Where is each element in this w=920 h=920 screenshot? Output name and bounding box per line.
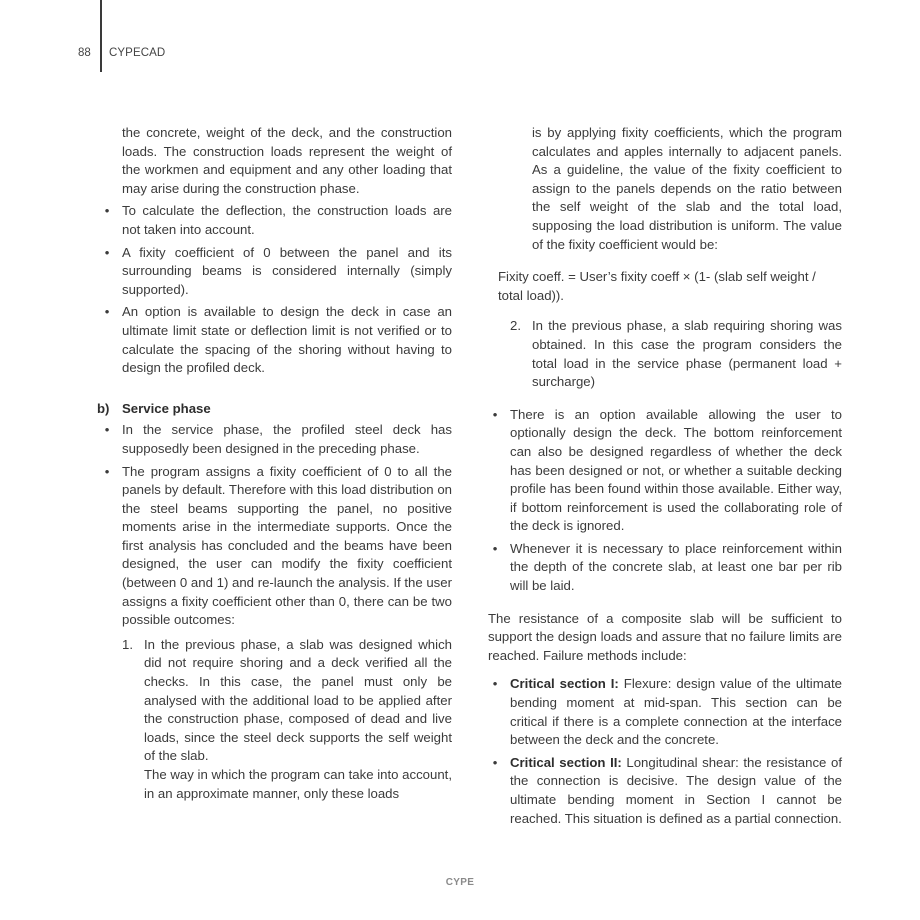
page-number: 88 — [78, 47, 91, 59]
bullet-text: A fixity coefficient of 0 between the panel and its surrounding beams is considered internally (simply supported). — [122, 244, 452, 297]
bullet-label: Critical section I: — [510, 676, 619, 692]
numbered-item-2 — [510, 317, 842, 391]
bullet-icon: • — [492, 406, 498, 422]
construction-bullet-list — [104, 202, 452, 377]
bullet-label: Critical section II: — [510, 754, 622, 770]
outcome-list-2 — [510, 317, 842, 391]
list-item — [492, 406, 842, 536]
bullet-icon: • — [104, 244, 110, 260]
running-title: CYPECAD — [109, 47, 166, 59]
bullet-icon: • — [492, 676, 498, 692]
bullet-text: The program assigns a fixity coefficient of 0 to all the panels by default. Therefore with this load distribution on the steel beams supporting the panel, no positive moments arise in the intermediate supports. Once the first analysis has concluded and the beams have been designed, the user can modify the fixity coefficient (between 0 and 1) and re-launch the analysis. If the user assigns a fixity coefficient other than 0, there can be two possible outcomes: — [122, 463, 452, 628]
list-item — [104, 463, 452, 630]
section-heading-service-phase — [97, 400, 452, 419]
fixity-formula: Fixity coeff. = User’s fixity coeff × (1- (slab self weight / total load)). — [498, 269, 816, 303]
bullet-icon: • — [104, 304, 110, 320]
bullet-text: An option is available to design the deck in case an ultimate limit state or deflection limit is not verified or to calculate the spacing of the shoring without having to design the profiled deck. — [122, 304, 452, 376]
intro-paragraph: the concrete, weight of the deck, and the construction loads. The construction loads represent the weight of the workmen and equipment and any other loading that may arise during the construction phase. — [122, 125, 452, 196]
item-number: 1. — [122, 636, 133, 652]
heading-marker: b) — [97, 400, 110, 416]
bullet-text: Whenever it is necessary to place reinforcement within the depth of the concrete slab, at least one bar per rib will be laid. — [510, 540, 842, 594]
service-bullet-list — [104, 421, 452, 630]
item-number: 2. — [510, 318, 521, 334]
outcome-continuation — [510, 124, 842, 254]
outcome-list — [122, 636, 452, 803]
footer-brand: CYPE — [445, 877, 475, 888]
numbered-item-1 — [122, 636, 452, 803]
continuation-paragraph: is by applying fixity coefficients, which the program calculates and apples internally to adjacent panels. As a guideline, the value of the fixity coefficient to assign to the panels depends on the ratio between the self weight of the slab and the total load, supposing the load distribution is uniform. The value of the fixity coefficient would be: — [532, 125, 842, 252]
list-item — [104, 303, 452, 377]
item-text: In the previous phase, a slab requiring shoring was obtained. In this case the program considers the total load in the service phase (permanent load + surcharge) — [532, 318, 842, 390]
bullet-text: There is an option available allowing the user to optionally design the deck. The bottom reinforcement can also be designed regardless of whether the deck has been designed or not, or whether a suitable decking profile has been found within those available. Either way, if bottom reinforcement is used the collaborating role of the deck is ignored. — [510, 406, 842, 534]
bullet-text: Longitudinal shear: the resistance of the connection is decisive. The design value of the ultimate bending moment in Section I cannot be reached. This situation is defined as a partial connection. — [510, 754, 842, 826]
bullet-icon: • — [492, 540, 498, 556]
list-item — [492, 754, 842, 828]
list-item — [104, 244, 452, 300]
bullet-text: Flexure: design value of the ultimate bending moment at mid-span. This section can be critical if there is a complete connection at the interface between the deck and the concrete. — [510, 676, 843, 748]
right-column — [488, 124, 843, 832]
item-text: In the previous phase, a slab was designed which did not require shoring and a deck verified all the checks. In this case, the panel must only be analysed with the additional load to be applied after the construction phase, composed of dead and live loads, since the steel deck supports the self weight of the slab. — [144, 636, 452, 764]
bullet-icon: • — [104, 422, 110, 438]
bullet-icon: • — [104, 203, 110, 219]
bullet-text: In the service phase, the profiled steel deck has supposedly been designed in the preceding phase. — [122, 422, 452, 456]
bullet-text: To calculate the deflection, the construction loads are not taken into account. — [122, 203, 452, 237]
bullet-icon: • — [492, 754, 498, 770]
heading-title: Service phase — [122, 400, 211, 416]
bullet-icon: • — [104, 463, 110, 479]
list-item — [104, 421, 452, 458]
item-continuation: The way in which the program can take into account, in an approximate manner, only these loads — [144, 767, 452, 801]
left-column — [97, 124, 452, 807]
list-item — [492, 540, 842, 596]
list-item — [492, 675, 843, 749]
header-divider — [100, 0, 102, 72]
resistance-paragraph: The resistance of a composite slab will be sufficient to support the design loads and assure that no failure limits are reached. Failure methods include: — [488, 610, 842, 663]
option-bullet-list — [492, 406, 842, 596]
list-item — [104, 202, 452, 239]
failure-bullet-list — [492, 675, 843, 828]
